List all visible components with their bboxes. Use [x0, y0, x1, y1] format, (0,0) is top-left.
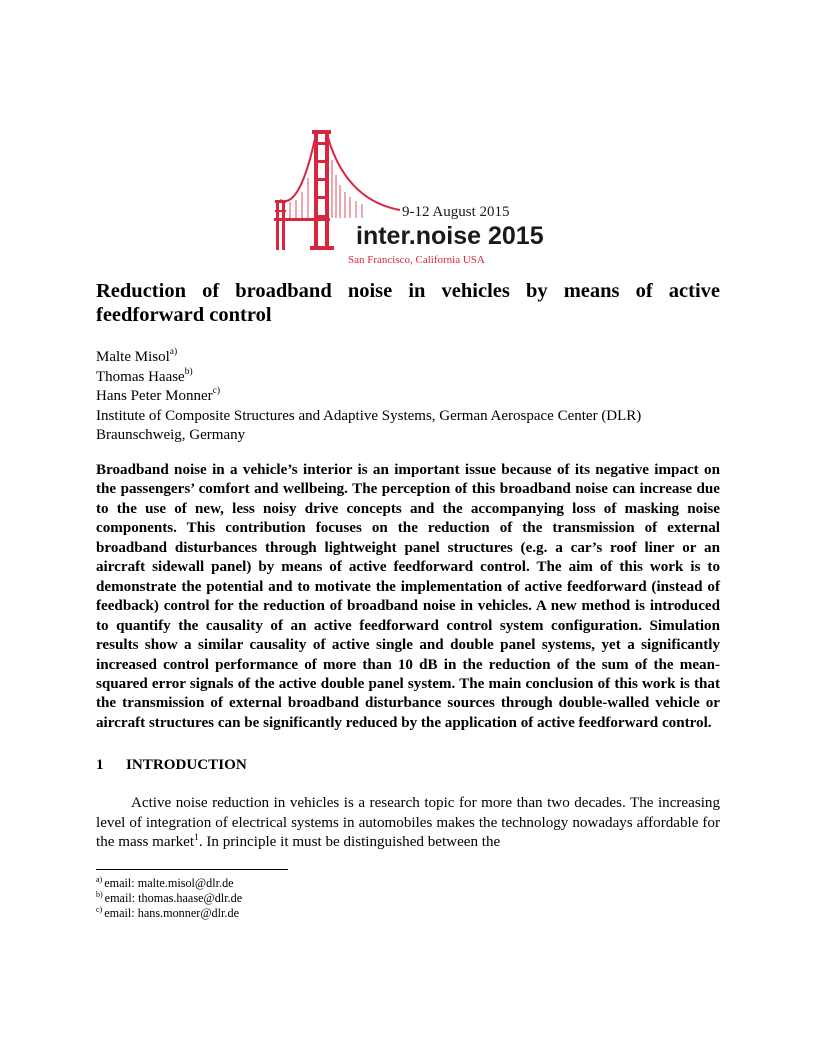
author-line — [96, 368, 736, 388]
conference-logo — [270, 130, 550, 266]
author-name: Malte Misol — [96, 349, 170, 365]
footnote-mark: a) — [96, 874, 103, 884]
footnote-text: email: malte.misol@dlr.de — [104, 876, 234, 890]
intro-paragraph — [96, 794, 720, 853]
section-heading — [96, 756, 247, 775]
citation-ref: 1 — [194, 832, 199, 843]
author-block — [96, 348, 736, 446]
affiliation: Institute of Composite Structures and Adaptive Systems, German Aerospace Center (DLR) — [96, 407, 642, 424]
author-name: Thomas Haase — [96, 368, 185, 385]
affiliation-city: Braunschweig, Germany — [96, 427, 246, 443]
author-mark: c) — [212, 386, 221, 396]
author-line — [96, 348, 736, 368]
footnote-mark: c) — [96, 904, 103, 914]
author-mark: a) — [169, 347, 178, 357]
footnote-text: email: thomas.haase@dlr.de — [104, 891, 243, 905]
intro-text-continued: . In principle it must be distinguished between the — [198, 834, 501, 850]
footnotes — [96, 876, 242, 921]
golden-gate-bridge-icon — [270, 130, 550, 266]
paper-title: Reduction of broadband noise in vehicles by means of active feedforward control — [96, 280, 720, 326]
footnote-mark: b) — [96, 889, 103, 899]
logo-conference: inter.noise 2015 — [356, 222, 544, 250]
footnote — [96, 891, 242, 906]
author-name: Hans Peter Monner — [96, 388, 213, 404]
logo-date: 9-12 August 2015 — [402, 204, 510, 220]
footnote — [96, 876, 242, 891]
footnote-text: email: hans.monner@dlr.de — [104, 906, 239, 920]
intro-text: Active noise reduction in vehicles is a research topic for more than two decades. The increasing level of integration of electrical systems in automobiles makes the technology nowadays affordable for the mass market — [96, 795, 720, 850]
author-mark: b) — [184, 366, 193, 377]
footnote — [96, 906, 242, 921]
footnote-rule — [96, 869, 288, 870]
logo-location: San Francisco, California USA — [348, 254, 485, 266]
section-number: 1 — [96, 757, 104, 773]
abstract: Broadband noise in a vehicle’s interior is an important issue because of its negative impact on the passengers’ comfort and wellbeing. The perception of this broadband noise can increase due to the use of new, less noisy drive concepts and the accompanying loss of masking noise components. This contribution focuses on the reduction of the transmission of external broadband disturbances through lightweight panel structures (e.g. a car’s roof liner or an aircraft sidewall panel) by means of active feedforward control. The aim of this work is to demonstrate the potential and to motivate the implementation of active feedforward (instead of feedback) control for the reduction of broadband noise in vehicles. A new method is introduced to quantify the causality of an active feedforward control system configuration. Simulation results show a similar causality of active single and double panel systems, yet a significantly increased control performance of more than 10 dB in the reduction of the sum of the mean-squared error signals of the active double panel system. The main conclusion of this work is that the transmission of external broadband disturbance sources through double-walled vehicle or aircraft structures can be significantly reduced by the application of active feedforward control. — [96, 462, 720, 731]
section-title: INTRODUCTION — [126, 757, 247, 773]
author-line — [96, 387, 736, 407]
